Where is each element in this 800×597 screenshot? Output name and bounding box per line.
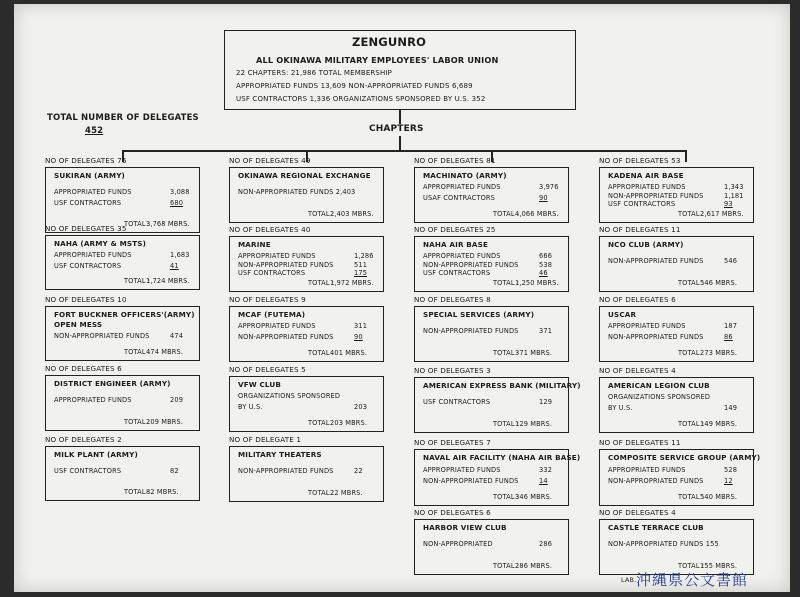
- total-label: TOTAL: [308, 349, 330, 357]
- delegates-label: NO OF DELEGATES 40: [229, 225, 311, 234]
- chapter-name: NCO CLUB (ARMY): [608, 240, 684, 249]
- header-line-2: APPROPRIATED FUNDS 13,609 NON-APPROPRIATED FUNDS 6,689: [236, 82, 473, 90]
- total-label: TOTAL :: [678, 210, 705, 218]
- fund-value: 1,286: [354, 252, 374, 260]
- chapter-name: AMERICAN LEGION CLUB: [608, 381, 710, 390]
- total-label: TOTAL :: [493, 279, 520, 287]
- delegates-label: NO OF DELEGATES 76: [45, 156, 127, 165]
- chapter-name: AMERICAN EXPRESS BANK (MILITARY): [423, 381, 581, 390]
- chapter-name: SUKIRAN (ARMY): [54, 171, 125, 180]
- connector-mid: [399, 136, 401, 151]
- total-members: 1,724 MBRS.: [146, 277, 190, 285]
- fund-label: NON-APPROPRIATED FUNDS 155: [608, 540, 719, 548]
- fund-value: 129: [539, 398, 553, 406]
- delegates-label: NO OF DELEGATES 11: [599, 438, 681, 447]
- fund-label: APPROPRIATED FUNDS: [54, 251, 132, 259]
- total-label: TOTAL :: [493, 493, 520, 501]
- fund-value: 1,181: [724, 191, 744, 200]
- fund-label: NON-APPROPRIATED FUNDS: [423, 260, 519, 269]
- fund-value: 41: [170, 262, 179, 270]
- lab-label: LAB.: [621, 576, 637, 584]
- total-label: TOTAL :: [124, 220, 151, 228]
- fund-value: 286: [539, 540, 553, 548]
- total-label: TOTAL: [493, 349, 515, 357]
- delegates-label: NO OF DELEGATES 2: [45, 435, 122, 444]
- total-members: 155 MBRS.: [700, 562, 738, 570]
- chapter-name: COMPOSITE SERVICE GROUP (ARMY): [608, 453, 761, 462]
- total-label: TOTAL :: [493, 420, 520, 428]
- fund-label: NON-APPROPRIATED FUNDS: [423, 327, 519, 335]
- fund-label: NON-APPROPRIATED: [423, 540, 493, 548]
- total-members: 401 MBRS.: [330, 349, 368, 357]
- fund-value: 1,683: [170, 251, 190, 259]
- chapter-name: MILITARY THEATERS: [238, 450, 322, 459]
- fund-label: APPROPRIATED FUNDS: [423, 465, 501, 474]
- fund-value: 209: [170, 396, 184, 404]
- total-members: 4,066 MBRS.: [515, 210, 559, 218]
- fund-value: 22: [354, 467, 363, 475]
- total-members: 273 MBRS.: [700, 349, 738, 357]
- chapter-name: MILK PLANT (ARMY): [54, 450, 138, 459]
- total-label: TOTAL :: [124, 418, 151, 426]
- connector-col-4: [685, 150, 687, 162]
- connector-horizontal: [122, 150, 687, 152]
- fund-label: USF CONTRACTORS: [238, 269, 306, 277]
- chapter-name: KADENA AIR BASE: [608, 171, 684, 180]
- fund-label: NON-APPROPRIATED FUNDS: [54, 332, 150, 340]
- fund-value: 1,343: [724, 183, 744, 191]
- delegates-label: NO OF DELEGATES 35: [45, 224, 127, 233]
- total-label: TOTAL :: [678, 420, 705, 428]
- fund-label: BY U.S.: [238, 403, 263, 411]
- fund-label: NON-APPROPRIATED FUNDS: [608, 191, 704, 200]
- total-delegates-label: TOTAL NUMBER OF DELEGATES: [47, 113, 199, 123]
- total-label: TOTAL :: [493, 210, 520, 218]
- total-label: TOTAL :: [493, 562, 520, 570]
- total-label: TOTAL :: [678, 562, 705, 570]
- chapters-label: CHAPTERS: [369, 124, 424, 134]
- fund-value: 46: [539, 269, 548, 277]
- total-members: 3,768 MBRS.: [146, 220, 190, 228]
- total-label: TOTAL :: [308, 210, 335, 218]
- delegates-label: NO OF DELEGATES 9: [229, 295, 306, 304]
- fund-label: NON-APPROPRIATED FUNDS: [238, 260, 334, 269]
- total-members: 286 MBRS.: [515, 562, 553, 570]
- archive-watermark: 沖縄県公文書館: [636, 571, 749, 589]
- fund-value: 332: [539, 465, 553, 474]
- fund-value: 538: [539, 260, 553, 269]
- fund-label: ORGANIZATIONS SPONSORED: [238, 392, 341, 400]
- fund-label: USF CONTRACTORS: [54, 262, 122, 270]
- fund-value: 511: [354, 260, 368, 269]
- fund-label: APPROPRIATED FUNDS: [608, 322, 686, 330]
- header-title: ZENGUNRO: [352, 35, 427, 49]
- delegates-label: NO OF DELEGATES 4: [599, 366, 676, 375]
- total-label: TOTAL :: [124, 277, 151, 285]
- fund-label: APPROPRIATED FUNDS: [238, 252, 316, 260]
- fund-value: 90: [539, 194, 548, 202]
- chapter-name: MARINE: [238, 240, 271, 249]
- chapter-name: NAHA AIR BASE: [423, 240, 489, 249]
- total-label: TOTAL :: [124, 488, 151, 496]
- delegates-label: NO OF DELEGATES 6: [45, 364, 122, 373]
- total-label: TOTAL: [308, 419, 330, 427]
- fund-value: 528: [724, 465, 738, 474]
- connector-top: [399, 110, 401, 124]
- fund-label: NON-APPROPRIATED FUNDS: [238, 333, 334, 341]
- total-members: 209 MBRS.: [146, 418, 184, 426]
- fund-value: 14: [539, 476, 548, 485]
- header-subtitle: ALL OKINAWA MILITARY EMPLOYEES' LABOR UNION: [256, 55, 499, 65]
- fund-label: APPROPRIATED FUNDS: [608, 465, 686, 474]
- delegates-label: NO OF DELEGATES 3: [414, 366, 491, 375]
- chapter-name: OKINAWA REGIONAL EXCHANGE: [238, 171, 371, 180]
- chapter-name: FORT BUCKNER OFFICERS'(ARMY): [54, 310, 195, 319]
- delegates-label: NO OF DELEGATES 25: [414, 225, 496, 234]
- total-members: 546 MBRS.: [700, 279, 738, 287]
- total-delegates-value: 452: [85, 126, 104, 136]
- fund-label: USAF CONTRACTORS: [423, 194, 495, 202]
- fund-value: 203: [354, 403, 368, 411]
- fund-label: USF CONTRACTORS: [423, 398, 491, 406]
- total-label: TOTAL :: [308, 279, 335, 287]
- delegates-label: NO OF DELEGATES 7: [414, 438, 491, 447]
- total-members: 540 MBRS.: [700, 493, 738, 501]
- fund-value: 666: [539, 252, 553, 260]
- delegates-label: NO OF DELEGATES 6: [599, 295, 676, 304]
- chapter-name: HARBOR VIEW CLUB: [423, 523, 507, 532]
- fund-value: 149: [724, 404, 738, 412]
- fund-label: NON-APPROPRIATED FUNDS 2,403: [238, 188, 356, 196]
- delegates-label: NO OF DELEGATES 81: [414, 156, 496, 165]
- fund-label: NON-APPROPRIATED FUNDS: [238, 467, 334, 475]
- fund-value: 680: [170, 199, 184, 207]
- fund-label: APPROPRIATED FUNDS: [423, 183, 501, 191]
- chapter-name: USCAR: [608, 310, 637, 319]
- delegates-label: NO OF DELEGATES 5: [229, 365, 306, 374]
- total-label: TOTAL :: [124, 348, 151, 356]
- chapter-name: SPECIAL SERVICES (ARMY): [423, 310, 535, 319]
- total-members: 371 MBRS.: [515, 349, 553, 357]
- total-members: 2,617 MBRS.: [700, 210, 744, 218]
- total-members: 1,250 MBRS.: [515, 279, 559, 287]
- fund-value: 474: [170, 332, 184, 340]
- fund-value: 311: [354, 322, 368, 330]
- chapter-name: CASTLE TERRACE CLUB: [608, 523, 704, 532]
- fund-label: USF CONTRACTORS: [423, 269, 491, 277]
- fund-value: 175: [354, 269, 368, 277]
- total-label: TOTAL: [678, 349, 700, 357]
- fund-value: 546: [724, 257, 738, 265]
- fund-label: ORGANIZATIONS SPONSORED: [608, 393, 711, 401]
- total-members: 203 MBRS.: [330, 419, 368, 427]
- fund-label: USF CONTRACTORS: [54, 199, 122, 207]
- delegates-label: NO OF DELEGATES 11: [599, 225, 681, 234]
- fund-label: USF CONTRACTORS: [54, 466, 122, 475]
- fund-value: 86: [724, 333, 733, 341]
- fund-value: 12: [724, 476, 733, 485]
- fund-value: 90: [354, 333, 363, 341]
- total-label: TOTAL :: [308, 489, 335, 497]
- total-members: 474 MBRS.: [146, 348, 184, 356]
- fund-value: 3,088: [170, 188, 190, 196]
- chapter-name: NAVAL AIR FACILITY (NAHA AIR BASE): [423, 453, 581, 462]
- header-line-1: 22 CHAPTERS: 21,986 TOTAL MEMBERSHIP: [236, 69, 393, 77]
- total-label: TOTAL :: [678, 279, 705, 287]
- fund-label: APPROPRIATED FUNDS: [608, 183, 686, 191]
- fund-value: 82: [170, 466, 179, 475]
- fund-label: APPROPRIATED FUNDS: [54, 188, 132, 196]
- delegates-label: NO OF DELEGATE 1: [229, 435, 302, 444]
- delegates-label: NO OF DELEGATES 49: [229, 156, 311, 165]
- fund-value: 187: [724, 322, 738, 330]
- fund-label: NON-APPROPRIATED FUNDS: [608, 257, 704, 265]
- fund-label: NON-APPROPRIATED FUNDS: [608, 333, 704, 341]
- chapter-name: MACHINATO (ARMY): [423, 171, 507, 180]
- total-members: 346 MBRS.: [515, 493, 553, 501]
- fund-value: 3,976: [539, 183, 559, 191]
- delegates-label: NO OF DELEGATES 53: [599, 156, 681, 165]
- total-members: 129 MBRS.: [515, 420, 553, 428]
- fund-label: APPROPRIATED FUNDS: [423, 252, 501, 260]
- total-members: 82 MBRS.: [146, 488, 179, 496]
- fund-label: APPROPRIATED FUNDS: [238, 322, 316, 330]
- fund-value: 371: [539, 327, 553, 335]
- chapter-name: VFW CLUB: [238, 380, 282, 389]
- fund-label: BY U.S.: [608, 404, 633, 412]
- total-label: TOTAL :: [678, 493, 705, 501]
- delegates-label: NO OF DELEGATES 4: [599, 508, 676, 517]
- chapter-name: NAHA (ARMY & MSTS): [54, 239, 147, 248]
- total-members: 1,972 MBRS.: [330, 279, 374, 287]
- fund-label: USF CONTRACTORS: [608, 200, 676, 208]
- fund-value: 93: [724, 200, 733, 208]
- fund-label: NON-APPROPRIATED FUNDS: [608, 476, 704, 485]
- chapter-name-line-2: OPEN MESS: [54, 320, 103, 329]
- fund-label: NON-APPROPRIATED FUNDS: [423, 476, 519, 485]
- total-members: 149 MBRS.: [700, 420, 738, 428]
- header-line-3: USF CONTRACTORS 1,336 ORGANIZATIONS SPONSORED BY U.S. 352: [236, 95, 486, 103]
- delegates-label: NO OF DELEGATES 8: [414, 295, 491, 304]
- fund-label: APPROPRIATED FUNDS: [54, 396, 132, 404]
- total-members: 22 MBRS.: [330, 489, 363, 497]
- delegates-label: NO OF DELEGATES 6: [414, 508, 491, 517]
- chapter-name: DISTRICT ENGINEER (ARMY): [54, 379, 171, 388]
- total-members: 2,403 MBRS.: [330, 210, 374, 218]
- delegates-label: NO OF DELEGATES 10: [45, 295, 127, 304]
- chapter-name: MCAF (FUTEMA): [238, 310, 306, 319]
